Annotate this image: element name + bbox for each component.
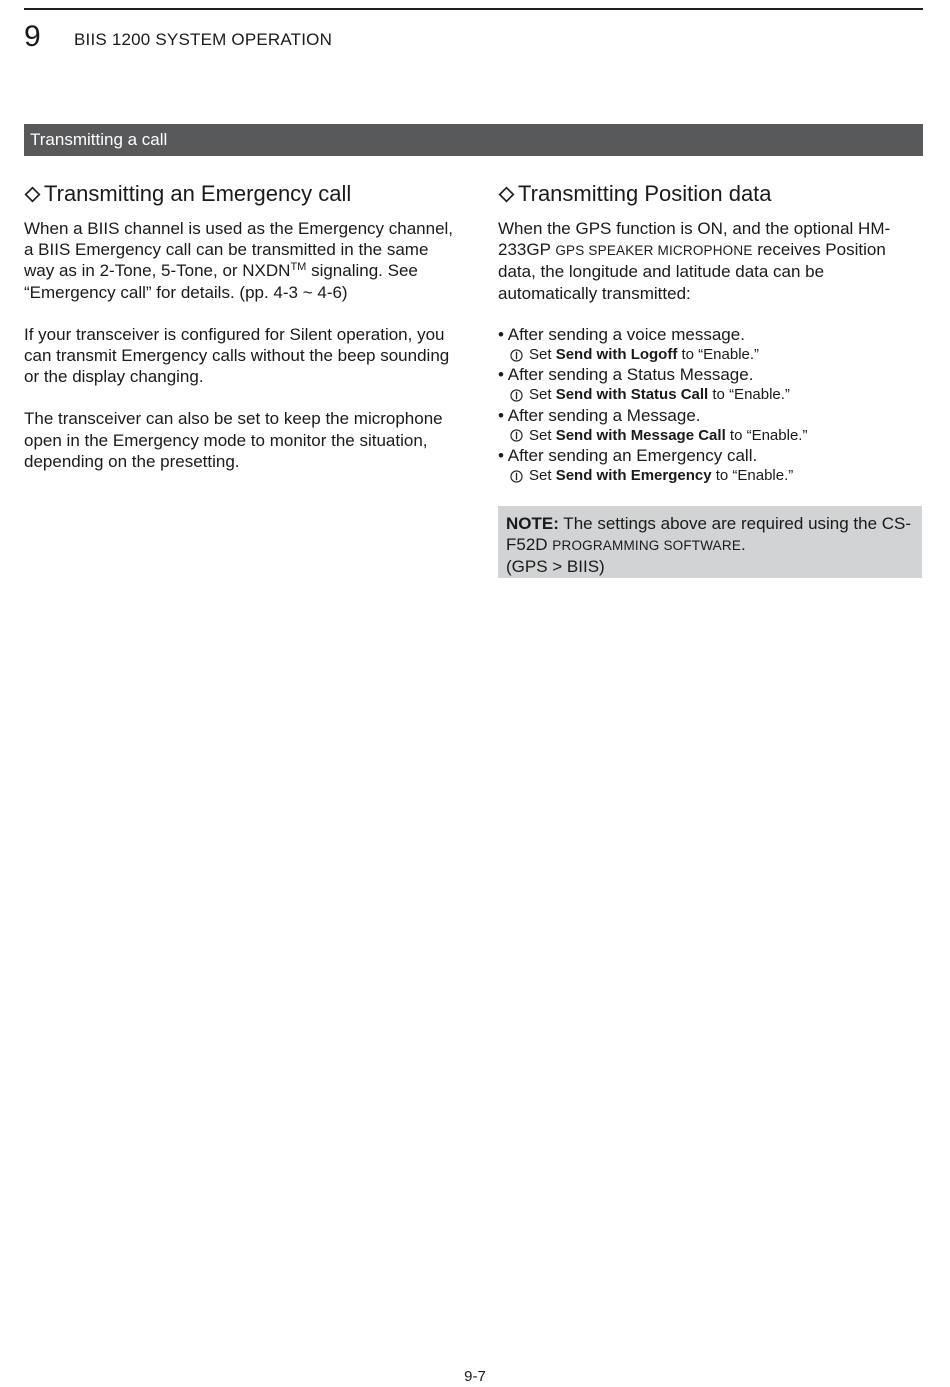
bullet-sub-text <box>498 466 923 486</box>
setting-name: Send with Status Call <box>555 386 709 404</box>
bullet-main-text: • After sending a voice message. <box>498 324 745 344</box>
list-item <box>498 446 923 486</box>
note-line-2: (GPS > BIIS) <box>506 557 605 576</box>
page-number: 9-7 <box>464 1368 486 1385</box>
bullet-sub-text <box>498 426 923 446</box>
list-item <box>498 365 923 405</box>
emergency-paragraph-2: If your transceiver is configured for Silent operation, you can transmit Emergency calls without the beep sounding or the display changing. <box>24 324 450 387</box>
sub-prefix: Set <box>529 426 556 444</box>
info-icon <box>510 470 523 483</box>
sub-suffix: to “Enable.” <box>708 386 790 404</box>
sub-prefix: Set <box>529 386 556 404</box>
sub-prefix: Set <box>529 346 556 364</box>
info-icon <box>510 349 523 362</box>
note-text-2: . <box>741 535 746 554</box>
sub-suffix: to “Enable.” <box>725 426 808 444</box>
bullet-main-text: • After sending a Message. <box>498 405 701 425</box>
setting-name: Send with Message Call <box>555 426 726 444</box>
position-intro-2: receives Position data, the longitude and latitude data can be automatically transmitted: <box>498 240 886 303</box>
emergency-paragraph-1 <box>24 218 454 303</box>
note-text-1: The settings above are required using the CS-F52D <box>506 514 912 554</box>
list-item <box>498 325 923 365</box>
sub-prefix: Set <box>529 467 556 485</box>
position-heading <box>498 180 923 208</box>
trademark-sup: TM <box>290 261 307 274</box>
position-intro <box>498 218 923 304</box>
diamond-icon <box>24 186 41 203</box>
chapter-title: BIIS 1200 SYSTEM OPERATION <box>74 30 333 49</box>
section-title: Transmitting a call <box>30 130 168 149</box>
setting-name: Send with Emergency <box>555 467 712 485</box>
bullet-main-text: • After sending a Status Message. <box>498 365 754 385</box>
position-intro-smallcaps: GPS SPEAKER MICROPHONE <box>555 243 753 259</box>
diamond-icon <box>498 186 515 203</box>
bullet-sub-text <box>498 385 923 405</box>
position-bullet-list <box>498 325 923 487</box>
emergency-paragraph-3: The transceiver can also be set to keep the microphone open in the Emergency mode to monitor the situation, depending on the presetting. <box>24 409 443 471</box>
position-heading-text: Transmitting Position data <box>518 181 772 206</box>
sub-suffix: to “Enable.” <box>711 467 794 485</box>
note-smallcaps: PROGRAMMING SOFTWARE <box>552 538 742 553</box>
emergency-para1-tail: signaling. See “Emergency call” for details. (pp. 4-3 ~ 4-6) <box>24 261 418 302</box>
info-icon <box>510 429 523 442</box>
bullet-main-text: • After sending an Emergency call. <box>498 446 758 466</box>
section-title-bar <box>24 124 923 156</box>
note-line-1 <box>506 513 914 556</box>
chapter-number: 9 <box>24 20 41 53</box>
info-icon <box>510 389 523 402</box>
sub-suffix: to “Enable.” <box>677 346 760 364</box>
top-rule <box>24 8 923 10</box>
emergency-heading <box>24 180 454 208</box>
note-box <box>498 506 922 578</box>
emergency-para1-text: When a BIIS channel is used as the Emergency channel, a BIIS Emergency call can be transmitted in the same way as in 2-Tone, 5-Tone, or NXDN <box>24 219 454 281</box>
list-item <box>498 406 923 446</box>
position-intro-1: When the GPS function is ON, and the optional HM-233GP <box>498 219 891 260</box>
emergency-heading-text: Transmitting an Emergency call <box>44 181 352 206</box>
position-section <box>498 180 923 486</box>
note-label: NOTE: <box>506 514 559 533</box>
setting-name: Send with Logoff <box>555 346 678 364</box>
emergency-section <box>24 180 454 472</box>
bullet-sub-text <box>498 345 923 365</box>
